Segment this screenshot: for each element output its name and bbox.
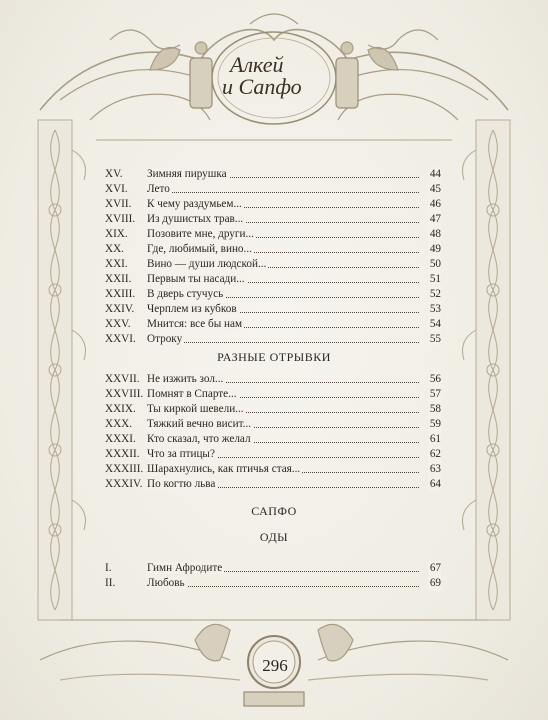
toc-entry[interactable]: XXI. Вино — души людской... 50 [105, 258, 441, 270]
toc-entry[interactable]: XVIII. Из душистых трав... 47 [105, 213, 441, 225]
toc-entry[interactable]: XXXI. Кто сказал, что желал 61 [105, 433, 441, 445]
toc-entry[interactable]: XXXIV. По когтю льва 64 [105, 478, 441, 490]
toc-entry[interactable]: XXVI. Отроку 55 [105, 333, 441, 345]
toc-entry[interactable]: XV. Зимняя пирушка 44 [105, 168, 441, 180]
section-subheading: ОДЫ [259, 530, 289, 544]
right-border-ornament [463, 120, 511, 620]
toc-entry[interactable]: XXXII. Что за птицы? 62 [105, 448, 441, 460]
toc-entry[interactable]: XXX. Тяжкий вечно висит... 59 [105, 418, 441, 430]
toc-entry[interactable]: XXXIII. Шарахнулись, как птичья стая... 63 [105, 463, 441, 475]
toc-entry[interactable]: XXIX. Ты киркой шевели... 58 [105, 403, 441, 415]
toc-entry[interactable]: XIX. Позовите мне, други... 48 [105, 228, 441, 240]
toc-entry[interactable]: XXVIII. Помнят в Спарте... 57 [105, 388, 441, 400]
toc-entry[interactable]: XXV. Мнится: все бы нам 54 [105, 318, 441, 330]
book-title-line1: Алкей [230, 52, 284, 77]
toc-entry[interactable]: XVII. К чему раздумьем... 46 [105, 198, 441, 210]
book-title [212, 54, 322, 98]
page-number: 296 [262, 656, 288, 675]
toc-entry[interactable]: II. Любовь 69 [105, 577, 441, 589]
book-title-line2: и Сапфо [222, 74, 302, 99]
left-border-ornament [38, 120, 86, 620]
section-heading: САПФО [251, 504, 297, 518]
section-heading: РАЗНЫЕ ОТРЫВКИ [217, 350, 331, 364]
toc-entry[interactable]: XXII. Первым ты насади... 51 [105, 273, 441, 285]
toc-entry[interactable]: XXIII. В дверь стучусь 52 [105, 288, 441, 300]
toc-entry[interactable]: XVI. Лето 45 [105, 183, 441, 195]
toc-entry[interactable]: XXVII. Не изжить зол... 56 [105, 373, 441, 385]
toc-entry[interactable]: XX. Где, любимый, вино... 49 [105, 243, 441, 255]
toc-entry[interactable]: I. Гимн Афродите 67 [105, 562, 441, 574]
toc-entry[interactable]: XXIV. Черплем из кубков 53 [105, 303, 441, 315]
